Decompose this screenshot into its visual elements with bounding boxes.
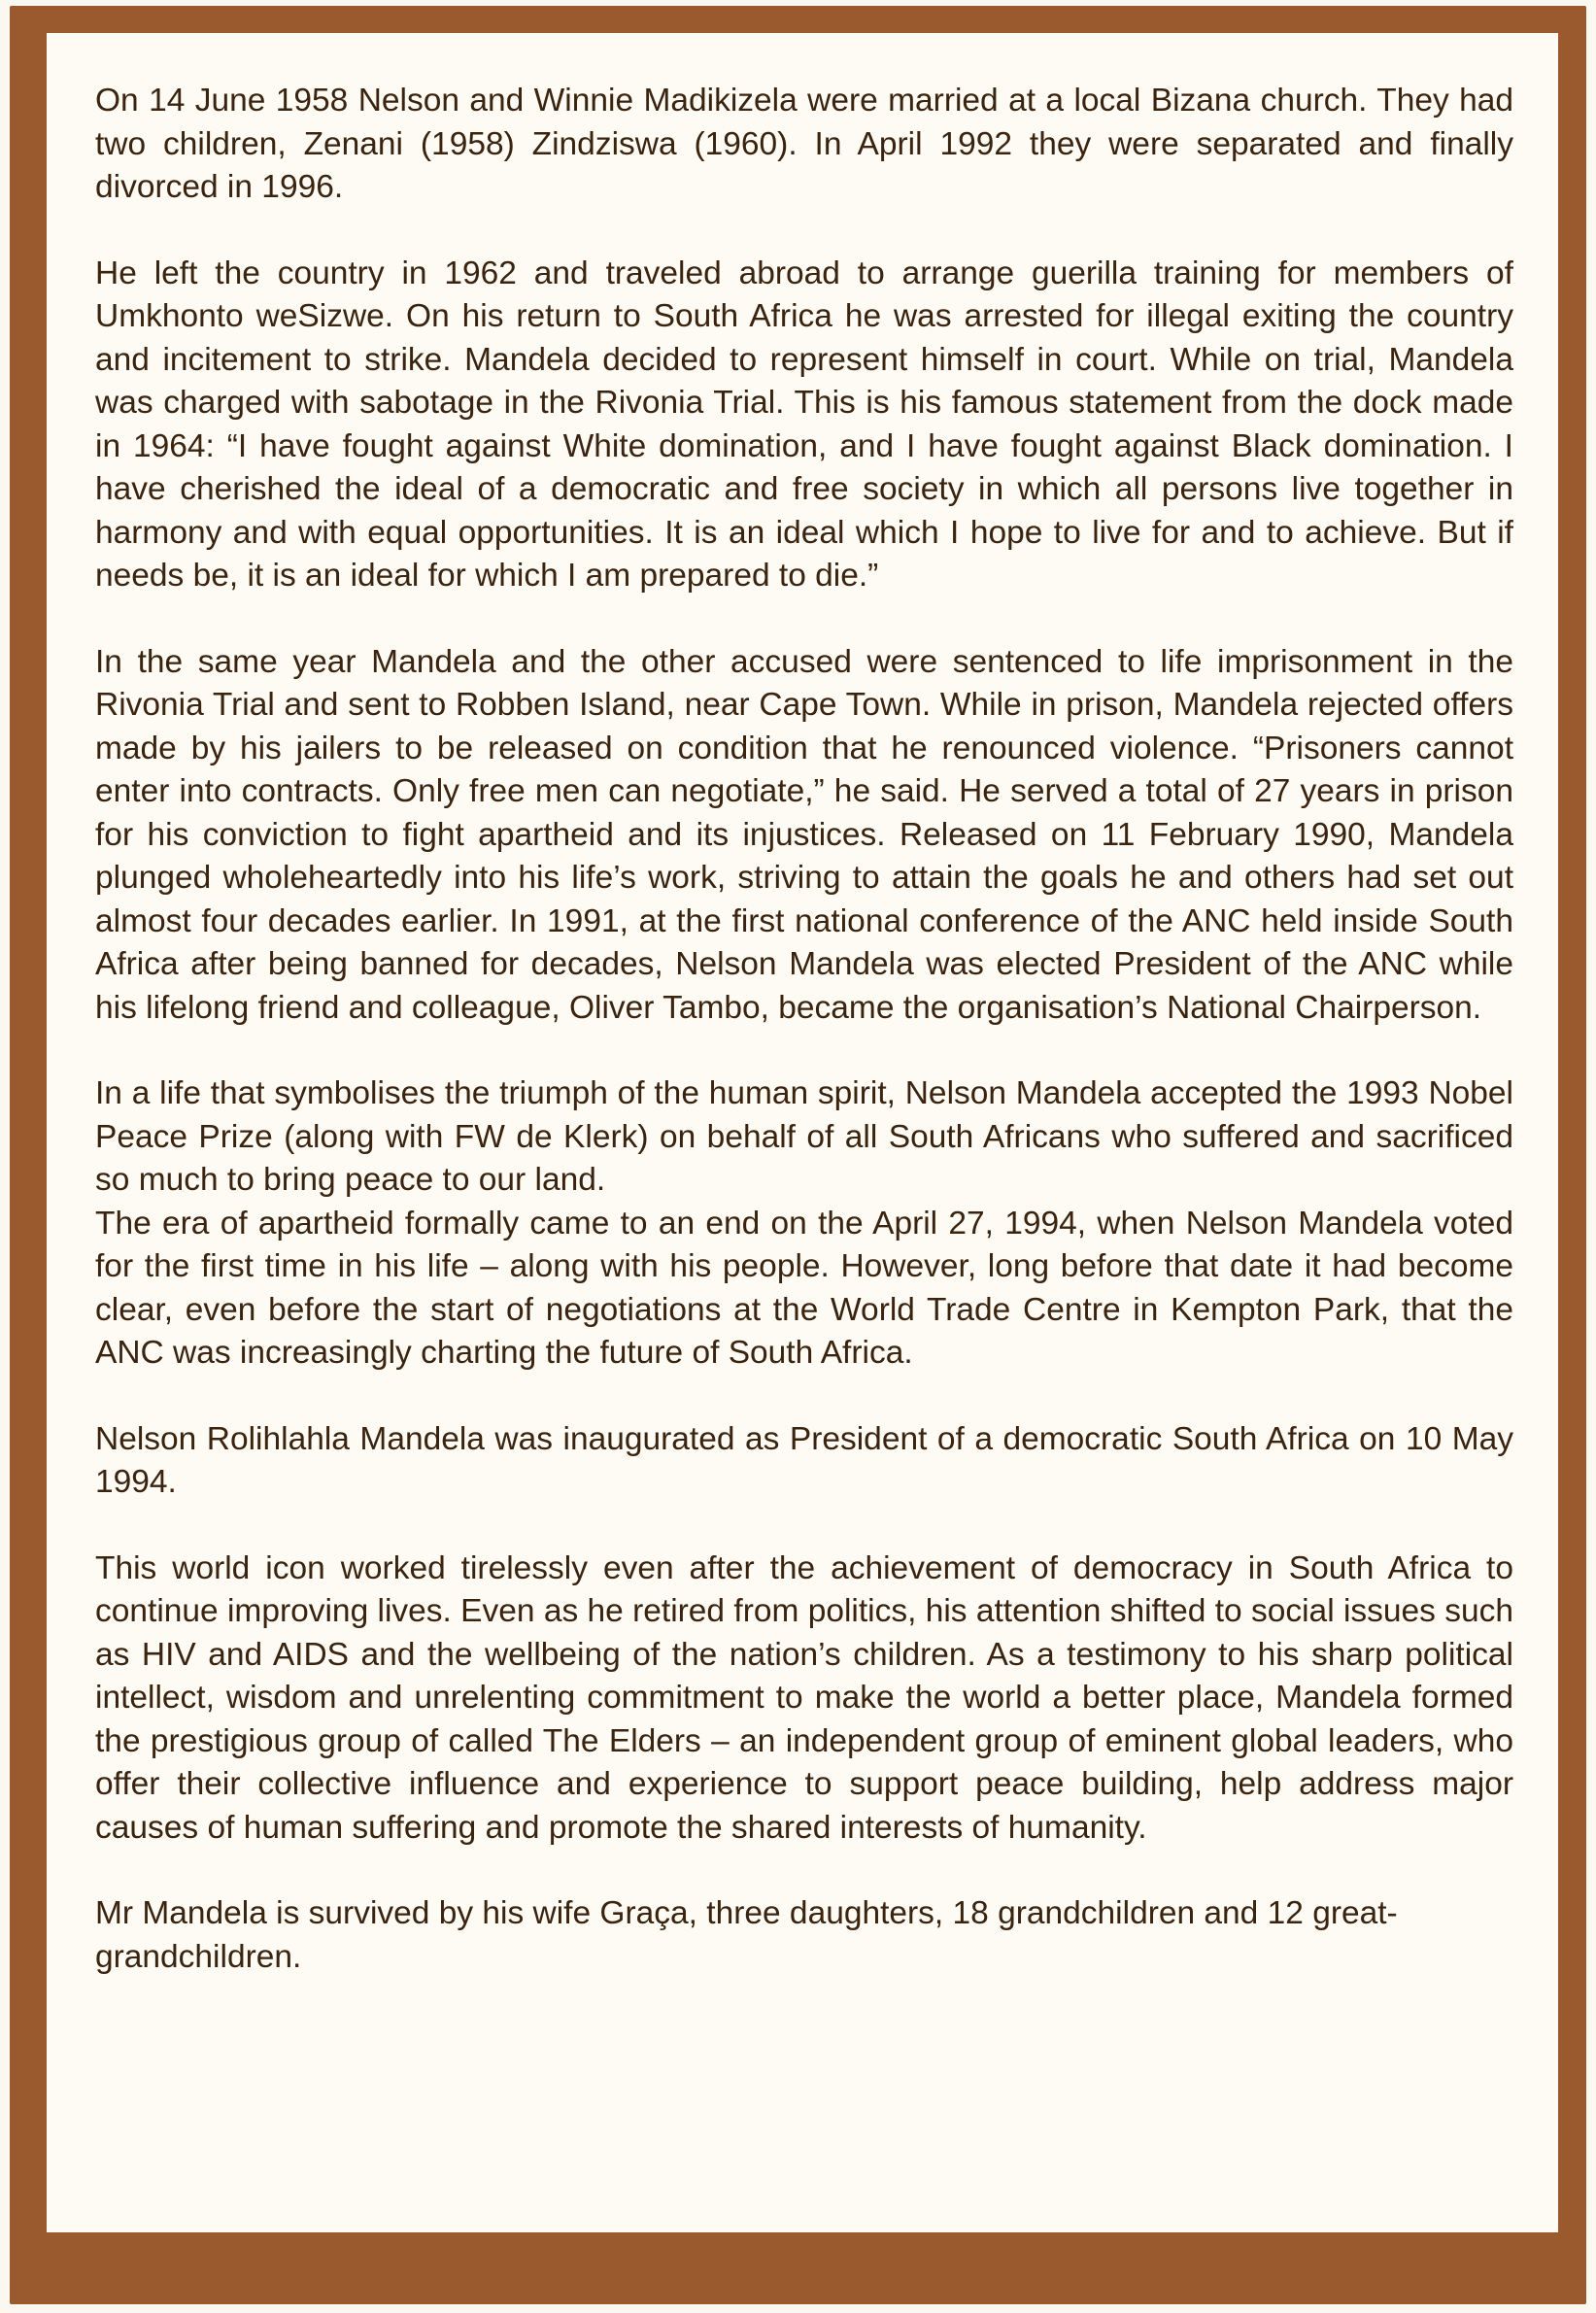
paragraph-nobel-prize: In a life that symbolises the triumph of the human spirit, Nelson Mandela accepted the 1993 Nobel Peace Prize (along with FW de Klerk) on behalf of all South Africans who suffered and sacrificed so much to bring peace to our land. — [95, 1075, 1513, 1198]
paragraph-the-elders: This world icon worked tirelessly even after the achievement of democracy in South Africa to continue improving lives. Even as he retired from politics, his attention shifted to social issues such as HIV and AIDS and the wellbeing of the nation’s children. As a testimony to his sharp political intellect, wisdom and unrelenting commitment to make the world a better place, Mandela formed the prestigious group of called The Elders – an independent group of eminent global leaders, who offer their collective influence and experience to support peace building, help address major causes of human suffering and promote the shared interests of humanity. — [95, 1549, 1513, 1846]
document-body — [95, 80, 1513, 2022]
paragraph-inauguration: Nelson Rolihlahla Mandela was inaugurated as President of a democratic South Africa on 10 May 1994. — [95, 1420, 1513, 1500]
paragraph-trial: He left the country in 1962 and traveled abroad to arrange guerilla training for members of Umkhonto weSizwe. On his return to South Africa he was arrested for illegal exiting the country and incitement to strike. Mandela decided to represent himself in court. While on trial, Mandela was charged with sabotage in the Rivonia Trial. This is his famous statement from the dock made in 1964: “I have fought against White domination, and I have fought against Black domination. I have cherished the ideal of a democratic and free society in which all persons live together in harmony and with equal opportunities. It is an ideal which I hope to live for and to achieve. But if needs be, it is an ideal for which I am prepared to die.” — [95, 255, 1513, 594]
paragraph-survivors: Mr Mandela is survived by his wife Graça, three daughters, 18 grandchildren and 12 great-grandchildren. — [95, 1895, 1398, 1975]
paragraph-marriage: On 14 June 1958 Nelson and Winnie Madikizela were married at a local Bizana church. They had two children, Zenani (1958) Zindziswa (1960). In April 1992 they were separated and finally divorced in 1996. — [95, 83, 1513, 205]
paragraph-imprisonment: In the same year Mandela and the other accused were sentenced to life imprisonment in the Rivonia Trial and sent to Robben Island, near Cape Town. While in prison, Mandela rejected offers made by his jailers to be released on condition that he renounced violence. “Prisoners cannot enter into contracts. Only free men can negotiate,” he said. He served a total of 27 years in prison for his conviction to fight apartheid and its injustices. Released on 11 February 1990, Mandela plunged wholeheartedly into his life’s work, striving to attain the goals he and others had set out almost four decades earlier. In 1991, at the first national conference of the ANC held inside South Africa after being banned for decades, Nelson Mandela was elected President of the ANC while his lifelong friend and colleague, Oliver Tambo, became the organisation’s National Chairperson. — [95, 643, 1513, 1026]
paragraph-end-of-apartheid: The era of apartheid formally came to an end on the April 27, 1994, when Nelson Mandela voted for the first time in his life – along with his people. However, long before that date it had become clear, even before the start of negotiations at the World Trade Centre in Kempton Park, that the ANC was increasingly charting the future of South Africa. — [95, 1205, 1513, 1371]
